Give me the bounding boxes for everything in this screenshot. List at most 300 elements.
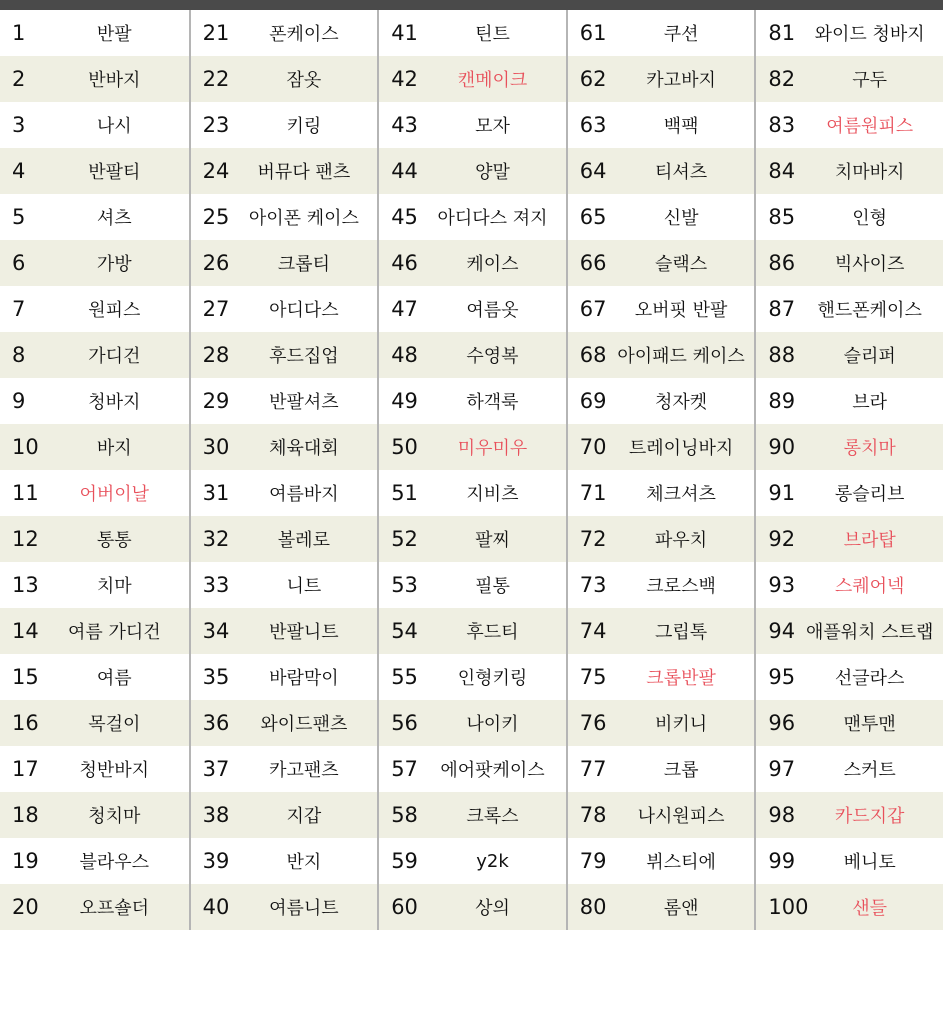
ranking-row[interactable] xyxy=(756,332,943,378)
ranking-row[interactable] xyxy=(191,286,378,332)
ranking-row[interactable] xyxy=(379,378,566,424)
rank-number: 38 xyxy=(202,803,230,827)
rank-number: 51 xyxy=(391,481,418,505)
search-term[interactable]: 인형키링 xyxy=(457,668,528,689)
search-term[interactable]: 파우치 xyxy=(654,530,708,551)
search-term[interactable]: 오프숄더 xyxy=(79,898,150,919)
ranking-row[interactable] xyxy=(191,838,378,884)
search-term[interactable]: 애플워치 스트랩 xyxy=(805,622,934,643)
search-term[interactable]: 치마 xyxy=(96,576,132,597)
ranking-row[interactable] xyxy=(756,884,943,930)
rank-number: 41 xyxy=(391,21,418,45)
search-term[interactable]: 여름 가디건 xyxy=(67,622,161,643)
rank-number: 57 xyxy=(391,757,418,781)
rank-number: 13 xyxy=(12,573,39,597)
search-term[interactable]: 인형 xyxy=(852,208,888,229)
ranking-row[interactable] xyxy=(568,332,755,378)
ranking-row[interactable] xyxy=(756,746,943,792)
ranking-row[interactable] xyxy=(191,562,378,608)
ranking-row[interactable] xyxy=(568,884,755,930)
rank-number: 39 xyxy=(202,849,230,873)
ranking-row[interactable] xyxy=(568,838,755,884)
ranking-row[interactable] xyxy=(568,194,755,240)
rank-number: 68 xyxy=(579,343,607,367)
rank-number: 50 xyxy=(391,435,418,459)
rank-number: 5 xyxy=(12,205,26,229)
search-term[interactable]: 청바지 xyxy=(88,392,141,413)
search-term[interactable]: 롬앤 xyxy=(663,898,699,919)
ranking-row[interactable] xyxy=(0,516,189,562)
rank-number: 52 xyxy=(391,527,418,551)
search-term[interactable]: 크록스 xyxy=(466,806,519,827)
rank-number: 6 xyxy=(12,251,26,275)
ranking-row[interactable] xyxy=(568,746,755,792)
rank-number: 45 xyxy=(391,205,418,229)
ranking-row[interactable] xyxy=(0,746,189,792)
search-term[interactable]: y2k xyxy=(476,850,509,872)
search-term[interactable]: 어버이날 xyxy=(79,484,150,505)
ranking-row[interactable] xyxy=(0,884,189,930)
search-term[interactable]: 수영복 xyxy=(466,346,519,367)
rank-number: 42 xyxy=(391,67,418,91)
search-term[interactable]: 체크셔츠 xyxy=(646,484,716,505)
ranking-row[interactable] xyxy=(568,56,755,102)
rank-number: 92 xyxy=(768,527,796,551)
rank-number: 58 xyxy=(391,803,418,827)
ranking-row[interactable] xyxy=(191,378,378,424)
rank-number: 49 xyxy=(391,389,418,413)
ranking-row[interactable] xyxy=(379,194,566,240)
ranking-row[interactable] xyxy=(0,470,189,516)
rank-number: 27 xyxy=(202,297,230,321)
rank-number: 73 xyxy=(579,573,607,597)
ranking-row[interactable] xyxy=(379,240,566,286)
ranking-row[interactable] xyxy=(191,654,378,700)
rank-number: 24 xyxy=(202,159,230,183)
rank-number: 72 xyxy=(579,527,607,551)
search-term[interactable]: 반팔 xyxy=(96,24,132,45)
ranking-row[interactable] xyxy=(568,516,755,562)
search-term[interactable]: 반팔티 xyxy=(88,162,141,183)
rank-number: 93 xyxy=(768,573,796,597)
rank-number: 95 xyxy=(768,665,796,689)
ranking-row[interactable] xyxy=(379,332,566,378)
ranking-row[interactable] xyxy=(756,562,943,608)
search-term[interactable]: 하객룩 xyxy=(466,392,519,413)
ranking-row[interactable] xyxy=(756,424,943,470)
search-term[interactable]: 캔메이크 xyxy=(457,70,528,91)
rank-number: 44 xyxy=(391,159,418,183)
ranking-row[interactable] xyxy=(568,102,755,148)
search-term[interactable]: 통통 xyxy=(96,530,132,551)
search-term[interactable]: 원피스 xyxy=(88,300,141,321)
rank-number: 17 xyxy=(12,757,39,781)
ranking-row[interactable] xyxy=(191,470,378,516)
ranking-row[interactable] xyxy=(568,654,755,700)
search-term[interactable]: 롱치마 xyxy=(843,438,896,459)
search-term[interactable]: 바람막이 xyxy=(269,668,339,689)
rank-number: 28 xyxy=(202,343,230,367)
rank-number: 8 xyxy=(12,343,26,367)
ranking-column xyxy=(754,10,943,930)
ranking-row[interactable] xyxy=(0,56,189,102)
ranking-row[interactable] xyxy=(379,516,566,562)
rank-number: 55 xyxy=(391,665,418,689)
search-term[interactable]: 청반바지 xyxy=(79,760,150,781)
search-term[interactable]: 슬랙스 xyxy=(654,254,708,275)
ranking-row[interactable] xyxy=(191,102,378,148)
search-term[interactable]: 아이패드 케이스 xyxy=(617,346,745,367)
ranking-row[interactable] xyxy=(0,700,189,746)
rank-number: 83 xyxy=(768,113,796,137)
ranking-row[interactable] xyxy=(0,792,189,838)
search-term[interactable]: 후드티 xyxy=(466,622,519,643)
search-term[interactable]: 반바지 xyxy=(88,70,141,91)
search-term[interactable]: 신발 xyxy=(663,208,699,229)
top-bar xyxy=(0,0,943,10)
ranking-row[interactable] xyxy=(0,608,189,654)
search-term[interactable]: 청자켓 xyxy=(654,392,708,413)
ranking-row[interactable] xyxy=(0,838,189,884)
rank-number: 63 xyxy=(579,113,607,137)
search-term[interactable]: 미우미우 xyxy=(457,438,528,459)
search-term[interactable]: 뷔스티에 xyxy=(646,852,716,873)
rank-number: 84 xyxy=(768,159,796,183)
ranking-row[interactable] xyxy=(379,424,566,470)
ranking-row[interactable] xyxy=(379,286,566,332)
rank-number: 19 xyxy=(12,849,39,873)
ranking-row[interactable] xyxy=(756,608,943,654)
search-term[interactable]: 여름원피스 xyxy=(826,116,914,137)
ranking-row[interactable] xyxy=(379,792,566,838)
rank-number: 89 xyxy=(768,389,796,413)
search-term[interactable]: 상의 xyxy=(475,898,510,919)
ranking-row[interactable] xyxy=(0,332,189,378)
ranking-row[interactable] xyxy=(379,654,566,700)
search-term[interactable]: 여름바지 xyxy=(269,484,339,505)
rank-number: 91 xyxy=(768,481,796,505)
rank-number: 47 xyxy=(391,297,418,321)
ranking-row[interactable] xyxy=(191,884,378,930)
rank-number: 70 xyxy=(579,435,607,459)
rank-number: 37 xyxy=(202,757,230,781)
ranking-row[interactable] xyxy=(756,56,943,102)
search-term[interactable]: 반팔셔츠 xyxy=(269,392,339,413)
ranking-row[interactable] xyxy=(568,792,755,838)
ranking-row[interactable] xyxy=(379,562,566,608)
rank-number: 98 xyxy=(768,803,796,827)
ranking-row[interactable] xyxy=(756,194,943,240)
search-term[interactable]: 아디다스 져지 xyxy=(437,208,548,229)
rank-number: 79 xyxy=(579,849,607,873)
ranking-row[interactable] xyxy=(191,10,378,56)
ranking-row[interactable] xyxy=(379,102,566,148)
search-term[interactable]: 카드지갑 xyxy=(834,806,905,827)
ranking-row[interactable] xyxy=(568,10,755,56)
search-term[interactable]: 가방 xyxy=(96,254,132,275)
rank-number: 23 xyxy=(202,113,230,137)
rank-number: 4 xyxy=(12,159,26,183)
rank-number: 56 xyxy=(391,711,418,735)
ranking-row[interactable] xyxy=(756,10,943,56)
ranking-row[interactable] xyxy=(379,700,566,746)
rank-number: 74 xyxy=(579,619,607,643)
rank-number: 3 xyxy=(12,113,26,137)
rank-number: 36 xyxy=(202,711,230,735)
ranking-row[interactable] xyxy=(568,240,755,286)
ranking-row[interactable] xyxy=(191,148,378,194)
ranking-row[interactable] xyxy=(0,194,189,240)
rank-number: 85 xyxy=(768,205,796,229)
ranking-row[interactable] xyxy=(756,286,943,332)
search-term[interactable]: 스퀘어넥 xyxy=(834,576,905,597)
search-term[interactable]: 여름니트 xyxy=(269,898,339,919)
rank-number: 77 xyxy=(579,757,607,781)
rank-number: 66 xyxy=(579,251,607,275)
ranking-column xyxy=(0,10,189,930)
rank-number: 97 xyxy=(768,757,796,781)
search-term[interactable]: 치마바지 xyxy=(834,162,905,183)
search-term[interactable]: 키링 xyxy=(286,116,322,137)
search-term[interactable]: 핸드폰케이스 xyxy=(817,300,922,321)
ranking-row[interactable] xyxy=(0,240,189,286)
search-term[interactable]: 모자 xyxy=(475,116,510,137)
ranking-row[interactable] xyxy=(191,516,378,562)
ranking-row[interactable] xyxy=(191,332,378,378)
ranking-row[interactable] xyxy=(756,700,943,746)
search-term[interactable]: 선글라스 xyxy=(834,668,905,689)
rank-number: 75 xyxy=(579,665,607,689)
rank-number: 34 xyxy=(202,619,230,643)
ranking-row[interactable] xyxy=(756,516,943,562)
ranking-row[interactable] xyxy=(756,378,943,424)
rank-number: 81 xyxy=(768,21,796,45)
rank-number: 76 xyxy=(579,711,607,735)
search-term[interactable]: 샌들 xyxy=(852,898,888,919)
rank-number: 86 xyxy=(768,251,796,275)
ranking-row[interactable] xyxy=(568,286,755,332)
rank-number: 82 xyxy=(768,67,796,91)
search-term[interactable]: 후드집업 xyxy=(269,346,339,367)
rank-number: 25 xyxy=(202,205,230,229)
rank-number: 35 xyxy=(202,665,230,689)
search-term[interactable]: 아이폰 케이스 xyxy=(248,208,359,229)
search-term[interactable]: 가디건 xyxy=(88,346,141,367)
ranking-row[interactable] xyxy=(191,424,378,470)
ranking-row[interactable] xyxy=(568,608,755,654)
rank-number: 22 xyxy=(202,67,230,91)
ranking-row[interactable] xyxy=(191,240,378,286)
ranking-row[interactable] xyxy=(379,838,566,884)
search-term[interactable]: 잠옷 xyxy=(286,70,322,91)
search-term[interactable]: 빅사이즈 xyxy=(834,254,905,275)
rank-number: 16 xyxy=(12,711,39,735)
rank-number: 100 xyxy=(768,895,809,919)
rank-number: 64 xyxy=(579,159,607,183)
ranking-row[interactable] xyxy=(568,424,755,470)
search-term[interactable]: 에어팟케이스 xyxy=(440,760,545,781)
rank-number: 1 xyxy=(12,21,26,45)
search-term[interactable]: 카고바지 xyxy=(646,70,716,91)
rank-number: 7 xyxy=(12,297,26,321)
ranking-row[interactable] xyxy=(756,148,943,194)
ranking-row[interactable] xyxy=(0,654,189,700)
rank-number: 15 xyxy=(12,665,39,689)
ranking-column xyxy=(377,10,566,930)
search-term[interactable]: 바지 xyxy=(96,438,132,459)
ranking-row[interactable] xyxy=(191,194,378,240)
rank-number: 62 xyxy=(579,67,607,91)
ranking-row[interactable] xyxy=(0,286,189,332)
rank-number: 30 xyxy=(202,435,230,459)
rank-number: 43 xyxy=(391,113,418,137)
ranking-row[interactable] xyxy=(568,700,755,746)
ranking-row[interactable] xyxy=(756,240,943,286)
ranking-row[interactable] xyxy=(379,746,566,792)
ranking-row[interactable] xyxy=(568,148,755,194)
rank-number: 2 xyxy=(12,67,26,91)
search-term[interactable]: 와이드 청바지 xyxy=(814,24,925,45)
ranking-row[interactable] xyxy=(191,746,378,792)
search-term[interactable]: 티셔츠 xyxy=(654,162,708,183)
ranking-row[interactable] xyxy=(379,148,566,194)
search-term[interactable]: 틴트 xyxy=(475,24,510,45)
search-term[interactable]: 양말 xyxy=(475,162,510,183)
rank-number: 20 xyxy=(12,895,39,919)
search-term[interactable]: 구두 xyxy=(852,70,888,91)
ranking-row[interactable] xyxy=(0,148,189,194)
search-term[interactable]: 버뮤다 팬츠 xyxy=(257,162,351,183)
search-term[interactable]: 슬리퍼 xyxy=(843,346,896,367)
search-term[interactable]: 와이드팬츠 xyxy=(260,714,348,735)
rank-number: 31 xyxy=(202,481,230,505)
ranking-row[interactable] xyxy=(756,838,943,884)
search-term[interactable]: 아디다스 xyxy=(269,300,339,321)
rank-number: 90 xyxy=(768,435,796,459)
ranking-row[interactable] xyxy=(0,424,189,470)
search-term[interactable]: 크롭 xyxy=(663,760,699,781)
search-term[interactable]: 케이스 xyxy=(466,254,519,275)
ranking-row[interactable] xyxy=(191,792,378,838)
search-term[interactable]: 볼레로 xyxy=(277,530,330,551)
rank-number: 9 xyxy=(12,389,26,413)
search-term[interactable]: 여름옷 xyxy=(466,300,519,321)
search-term[interactable]: 오버핏 반팔 xyxy=(634,300,728,321)
search-term[interactable]: 브라 xyxy=(852,392,888,413)
rank-number: 14 xyxy=(12,619,39,643)
rank-number: 59 xyxy=(391,849,418,873)
search-term[interactable]: 셔츠 xyxy=(96,208,132,229)
rank-number: 87 xyxy=(768,297,796,321)
ranking-row[interactable] xyxy=(191,700,378,746)
search-term[interactable]: 니트 xyxy=(286,576,322,597)
ranking-row[interactable] xyxy=(756,792,943,838)
ranking-row[interactable] xyxy=(568,562,755,608)
rank-number: 99 xyxy=(768,849,796,873)
search-term[interactable]: 백팩 xyxy=(663,116,699,137)
search-term[interactable]: 비키니 xyxy=(654,714,708,735)
search-term[interactable]: 카고팬츠 xyxy=(269,760,339,781)
search-term[interactable]: 블라우스 xyxy=(79,852,150,873)
search-term[interactable]: 목걸이 xyxy=(88,714,141,735)
ranking-row[interactable] xyxy=(379,470,566,516)
search-term[interactable]: 롱슬리브 xyxy=(834,484,905,505)
ranking-row[interactable] xyxy=(0,10,189,56)
ranking-row[interactable] xyxy=(379,10,566,56)
search-term[interactable]: 그립톡 xyxy=(654,622,708,643)
ranking-row[interactable] xyxy=(0,102,189,148)
rank-number: 80 xyxy=(579,895,607,919)
search-term[interactable]: 체육대회 xyxy=(269,438,339,459)
ranking-row[interactable] xyxy=(379,884,566,930)
rank-number: 33 xyxy=(202,573,230,597)
rank-number: 67 xyxy=(579,297,607,321)
ranking-row[interactable] xyxy=(379,608,566,654)
search-term[interactable]: 나시 xyxy=(96,116,132,137)
rank-number: 12 xyxy=(12,527,39,551)
rank-number: 26 xyxy=(202,251,230,275)
search-term[interactable]: 쿠션 xyxy=(663,24,699,45)
search-term[interactable]: 크로스백 xyxy=(646,576,716,597)
rank-number: 94 xyxy=(768,619,796,643)
ranking-row[interactable] xyxy=(0,562,189,608)
search-term[interactable]: 청치마 xyxy=(88,806,141,827)
rank-number: 11 xyxy=(12,481,39,505)
rank-number: 96 xyxy=(768,711,796,735)
rank-number: 65 xyxy=(579,205,607,229)
search-term[interactable]: 필통 xyxy=(475,576,510,597)
search-term[interactable]: 맨투맨 xyxy=(843,714,896,735)
rank-number: 18 xyxy=(12,803,39,827)
search-term[interactable]: 여름 xyxy=(96,668,132,689)
search-term[interactable]: 지갑 xyxy=(286,806,322,827)
ranking-row[interactable] xyxy=(756,102,943,148)
search-term[interactable]: 반지 xyxy=(286,852,322,873)
search-term[interactable]: 반팔니트 xyxy=(269,622,339,643)
search-term[interactable]: 스커트 xyxy=(843,760,896,781)
rank-number: 29 xyxy=(202,389,230,413)
ranking-table xyxy=(0,10,943,930)
ranking-row[interactable] xyxy=(568,378,755,424)
search-term[interactable]: 나시원피스 xyxy=(637,806,725,827)
search-term[interactable]: 브라탑 xyxy=(843,530,896,551)
rank-number: 71 xyxy=(579,481,607,505)
rank-number: 40 xyxy=(202,895,230,919)
search-term[interactable]: 크롭티 xyxy=(277,254,330,275)
rank-number: 69 xyxy=(579,389,607,413)
rank-number: 88 xyxy=(768,343,796,367)
rank-number: 21 xyxy=(202,21,230,45)
search-term[interactable]: 팔찌 xyxy=(475,530,510,551)
ranking-row[interactable] xyxy=(191,608,378,654)
rank-number: 78 xyxy=(579,803,607,827)
ranking-row[interactable] xyxy=(0,378,189,424)
search-term[interactable]: 베니토 xyxy=(843,852,896,873)
search-term[interactable]: 나이키 xyxy=(466,714,519,735)
ranking-column xyxy=(566,10,755,930)
search-term[interactable]: 지비츠 xyxy=(466,484,519,505)
ranking-row[interactable] xyxy=(756,470,943,516)
ranking-row[interactable] xyxy=(568,470,755,516)
ranking-row[interactable] xyxy=(191,56,378,102)
ranking-row[interactable] xyxy=(379,56,566,102)
search-term[interactable]: 트레이닝바지 xyxy=(628,438,734,459)
search-term[interactable]: 크롭반팔 xyxy=(646,668,716,689)
rank-number: 46 xyxy=(391,251,418,275)
ranking-row[interactable] xyxy=(756,654,943,700)
rank-number: 61 xyxy=(579,21,607,45)
search-term[interactable]: 폰케이스 xyxy=(269,24,339,45)
